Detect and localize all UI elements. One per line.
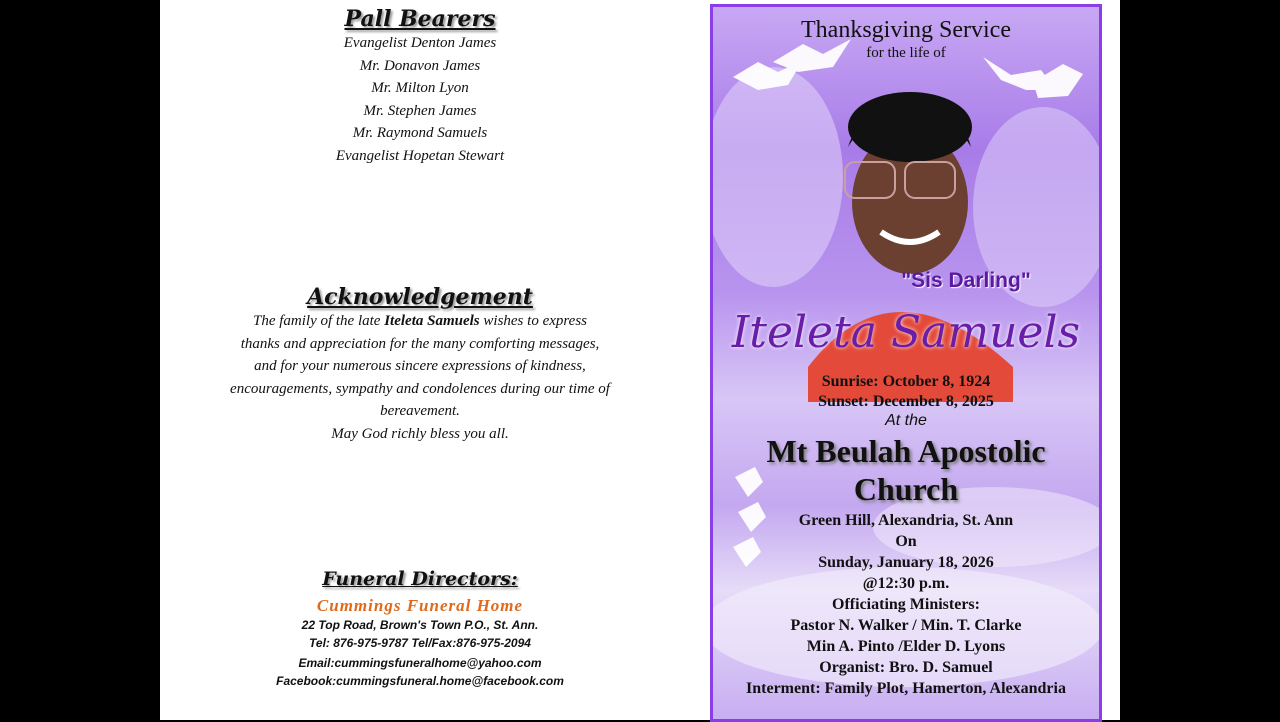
organist: Organist: Bro. D. Samuel <box>819 659 993 676</box>
portrait-hair <box>848 92 972 162</box>
pallbearer-name: Mr. Raymond Samuels <box>352 125 488 141</box>
nickname: "Sis Darling" <box>901 269 1031 292</box>
service-details <box>713 510 1099 699</box>
deceased-name: Iteleta Samuels <box>384 313 480 329</box>
church-location: Green Hill, Alexandria, St. Ann <box>798 512 1014 529</box>
program-page <box>160 0 1120 720</box>
funeral-home-email: Email:cummingsfuneralhome@yahoo.com <box>298 656 542 670</box>
acknowledgement-line <box>160 310 680 333</box>
ack-text: The family of the late <box>252 313 385 329</box>
cover-panel <box>710 4 1102 722</box>
minister-line: Pastor N. Walker / Min. T. Clarke <box>790 617 1022 634</box>
acknowledgement-line: May God richly bless you all. <box>331 425 509 442</box>
funeral-home-facebook: Facebook:cummingsfuneral.home@facebook.com <box>276 674 564 688</box>
pallbearer-name: Mr. Donavon James <box>359 57 481 74</box>
pallbearer-name: Mr. Milton Lyon <box>371 80 469 96</box>
sunrise-date: Sunrise: October 8, 1924 <box>821 373 991 390</box>
funeral-directors-section <box>160 568 680 690</box>
ack-text: wishes to express <box>479 313 587 329</box>
church-name <box>713 432 1099 508</box>
acknowledgement-section <box>160 284 680 445</box>
acknowledgement-line: and for your numerous sincere expressions of kindness, <box>254 358 586 374</box>
ministers-label: Officiating Ministers: <box>832 596 980 613</box>
at-the-label: At the <box>885 412 927 429</box>
acknowledgement-line: encouragements, sympathy and condolences during our time of <box>230 380 610 397</box>
church-name-line: Church <box>853 471 959 507</box>
cover-title: Thanksgiving Service <box>801 17 1011 43</box>
funeral-home-name: Cummings Funeral Home <box>316 596 524 615</box>
pallbearers-heading: Pall Bearers <box>344 6 496 32</box>
funeral-directors-heading: Funeral Directors: <box>322 568 518 590</box>
minister-line: Min A. Pinto /Elder D. Lyons <box>806 638 1006 655</box>
acknowledgement-line: thanks and appreciation for the many comforting messages, <box>240 335 600 352</box>
service-time: @12:30 p.m. <box>862 575 950 592</box>
cover-subtitle: for the life of <box>866 45 946 61</box>
service-date: Sunday, January 18, 2026 <box>818 554 994 571</box>
pallbearer-name: Evangelist Denton James <box>343 35 497 51</box>
acknowledgement-heading: Acknowledgement <box>307 284 533 310</box>
deceased-name: Iteleta Samuels <box>731 307 1081 358</box>
sunset-date: Sunset: December 8, 2025 <box>818 393 994 410</box>
pallbearers-section <box>160 6 680 167</box>
acknowledgement-line: bereavement. <box>380 403 460 419</box>
funeral-home-phone: Tel: 876-975-9787 Tel/Fax:876-975-2094 <box>309 636 531 650</box>
pallbearer-name: Mr. Stephen James <box>363 102 477 119</box>
pallbearer-name: Evangelist Hopetan Stewart <box>335 147 505 164</box>
inside-panel <box>160 0 680 720</box>
on-label: On <box>895 533 917 550</box>
funeral-home-address: 22 Top Road, Brown's Town P.O., St. Ann. <box>301 618 539 632</box>
flower-petal <box>713 67 843 287</box>
church-name-line: Mt Beulah Apostolic <box>766 433 1046 469</box>
interment: Interment: Family Plot, Hamerton, Alexandria <box>746 680 1066 697</box>
